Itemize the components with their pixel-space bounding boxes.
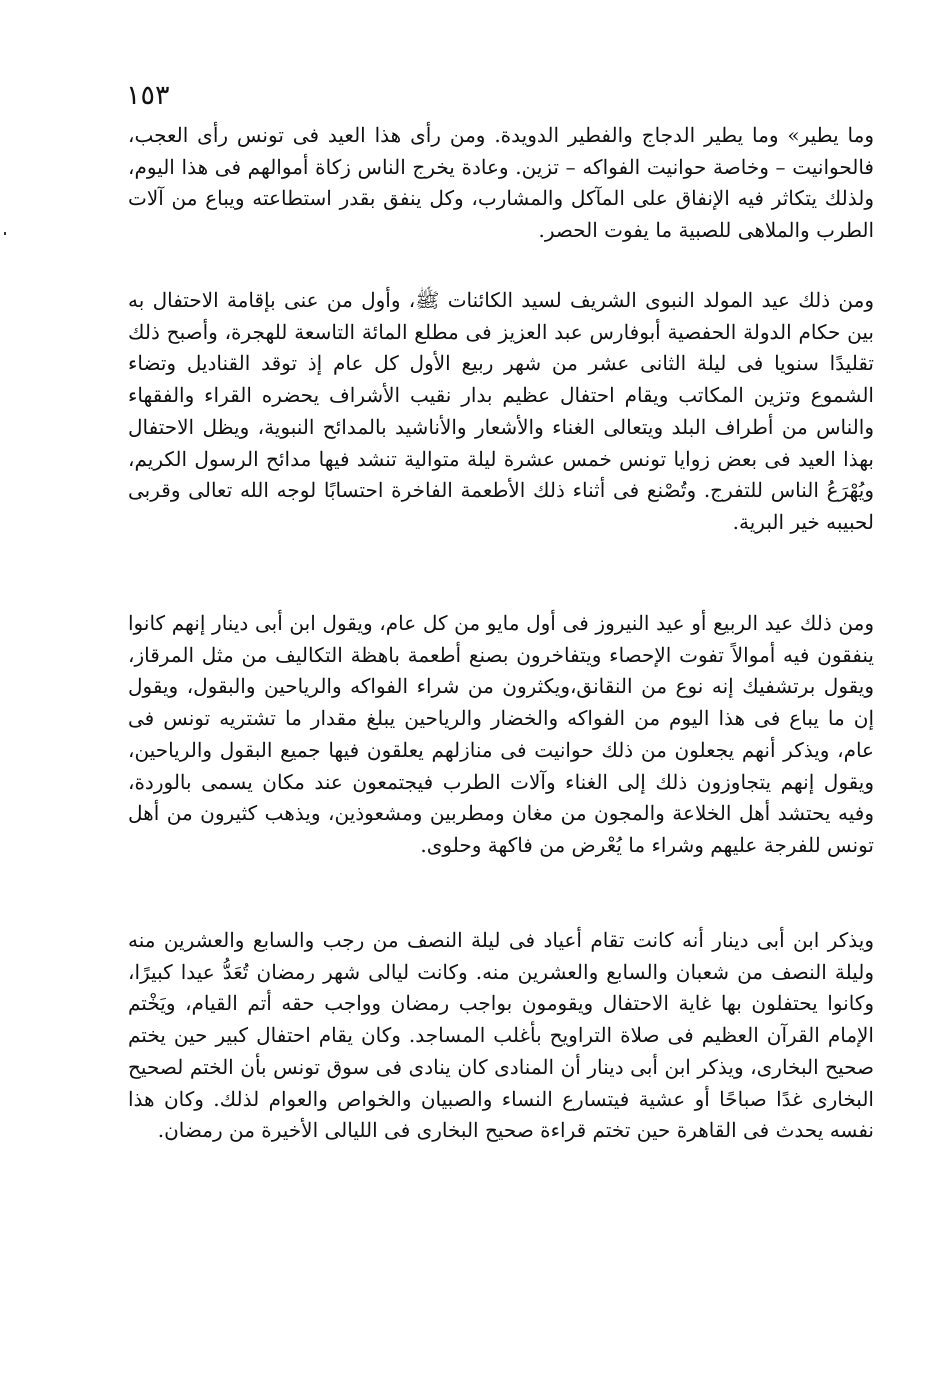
paragraph-text: ومن ذلك عيد الربيع أو عيد النيروز فى أول مايو من كل عام، ويقول ابن أبى دينار إنهم كانوا ينفقون فيه أموالاً تفوت الإحصاء ويتفاخرون بصنع أطعمة باهظة التكاليف من مثل المرقاز، ويقول برتشفيك إنه نوع من النقانق،ويكثرون من شراء الفواكه والرياحين والبقول، ويقول إن ما يباع فى هذا اليوم من الفواكه والخضار والرياحين يبلغ مقدار ما تشتريه تونس فى عام، ويذكر أنهم يجعلون من ذلك حوانيت فى منازلهم يعلقون فيها جميع البقول والرياحين، ويقول إنهم يتجاوزون ذلك إلى الغناء وآلات الطرب فيجتمعون عند مكان يسمى بالوردة، وفيه يحتشد أهل الخلاعة والمجون من مغان ومطربين ومشعوذين، ويذهب كثيرون من أهل تونس للفرجة عليهم وشراء ما يُعْرض من فاكهة وحلوى. [128,611,874,857]
paragraph-3 [128,608,874,862]
scan-mark [4,232,6,235]
paragraph-text: ويذكر ابن أبى دينار أنه كانت تقام أعياد فى ليلة النصف من رجب والسابع والعشرين منه وليلة النصف من شعبان والسابع والعشرين منه. وكانت ليالى شهر رمضان تُعَدُّ عيدا كبيرًا، وكانوا يحتفلون بها غاية الاحتفال ويقومون بواجب رمضان وواجب حقه أتم القيام، ويَخْتم الإمام القرآن العظيم فى صلاة التراويح بأغلب المساجد. وكان يقام احتفال كبير حين يختم صحيح البخارى، ويذكر ابن أبى دينار أن المنادى كان ينادى فى سوق تونس بأن الختم لصحيح البخارى غدًا صباحًا أو عشية فيتسارع النساء والصبيان والخواص والعوام لذلك. وكان هذا نفسه يحدث فى القاهرة حين تختم قراءة صحيح البخارى فى الليالى الأخيرة من رمضان. [128,928,874,1143]
paragraph-2 [128,285,874,539]
paragraph-4 [128,925,874,1147]
page-number: ١٥٣ [126,80,170,111]
paragraph-1 [128,120,874,247]
paragraph-text: ومن ذلك عيد المولد النبوى الشريف لسيد الكائنات ﷺ، وأول من عنى بإقامة الاحتفال به بين حكام الدولة الحفصية أبوفارس عبد العزيز فى مطلع المائة التاسعة للهجرة، وأصبح ذلك تقليدًا سنويا فى ليلة الثانى عشر من شهر ربيع الأول كل عام إذ توقد القناديل وتضاء الشموع وتزين المكاتب ويقام احتفال عظيم بدار نقيب الأشراف يحضره القراء والفقهاء والناس من أطراف البلد ويتعالى الغناء والأشعار والأناشيد بالمدائح النبوية، ويظل الاحتفال بهذا العيد فى بعض زوايا تونس خمس عشرة ليلة متوالية تنشد فيها مدائح الرسول الكريم، ويُهْرَعُ الناس للتفرج. وتُصْنع فى أثناء ذلك الأطعمة الفاخرة احتسابًا لوجه الله تعالى وقربى لحبيبه خير البرية. [128,288,875,534]
paragraph-text: وما يطير» وما يطير الدجاج والفطير الدويدة. ومن رأى هذا العيد فى تونس رأى العجب، فالحوانيت – وخاصة حوانيت الفواكه – تزين. وعادة يخرج الناس زكاة أموالهم فى هذا اليوم، ولذلك يتكاثر فيه الإنفاق على المآكل والمشارب، وكل ينفق بقدر استطاعته ويباع من آلات الطرب والملاهى للصبية ما يفوت الحصر. [128,123,874,243]
